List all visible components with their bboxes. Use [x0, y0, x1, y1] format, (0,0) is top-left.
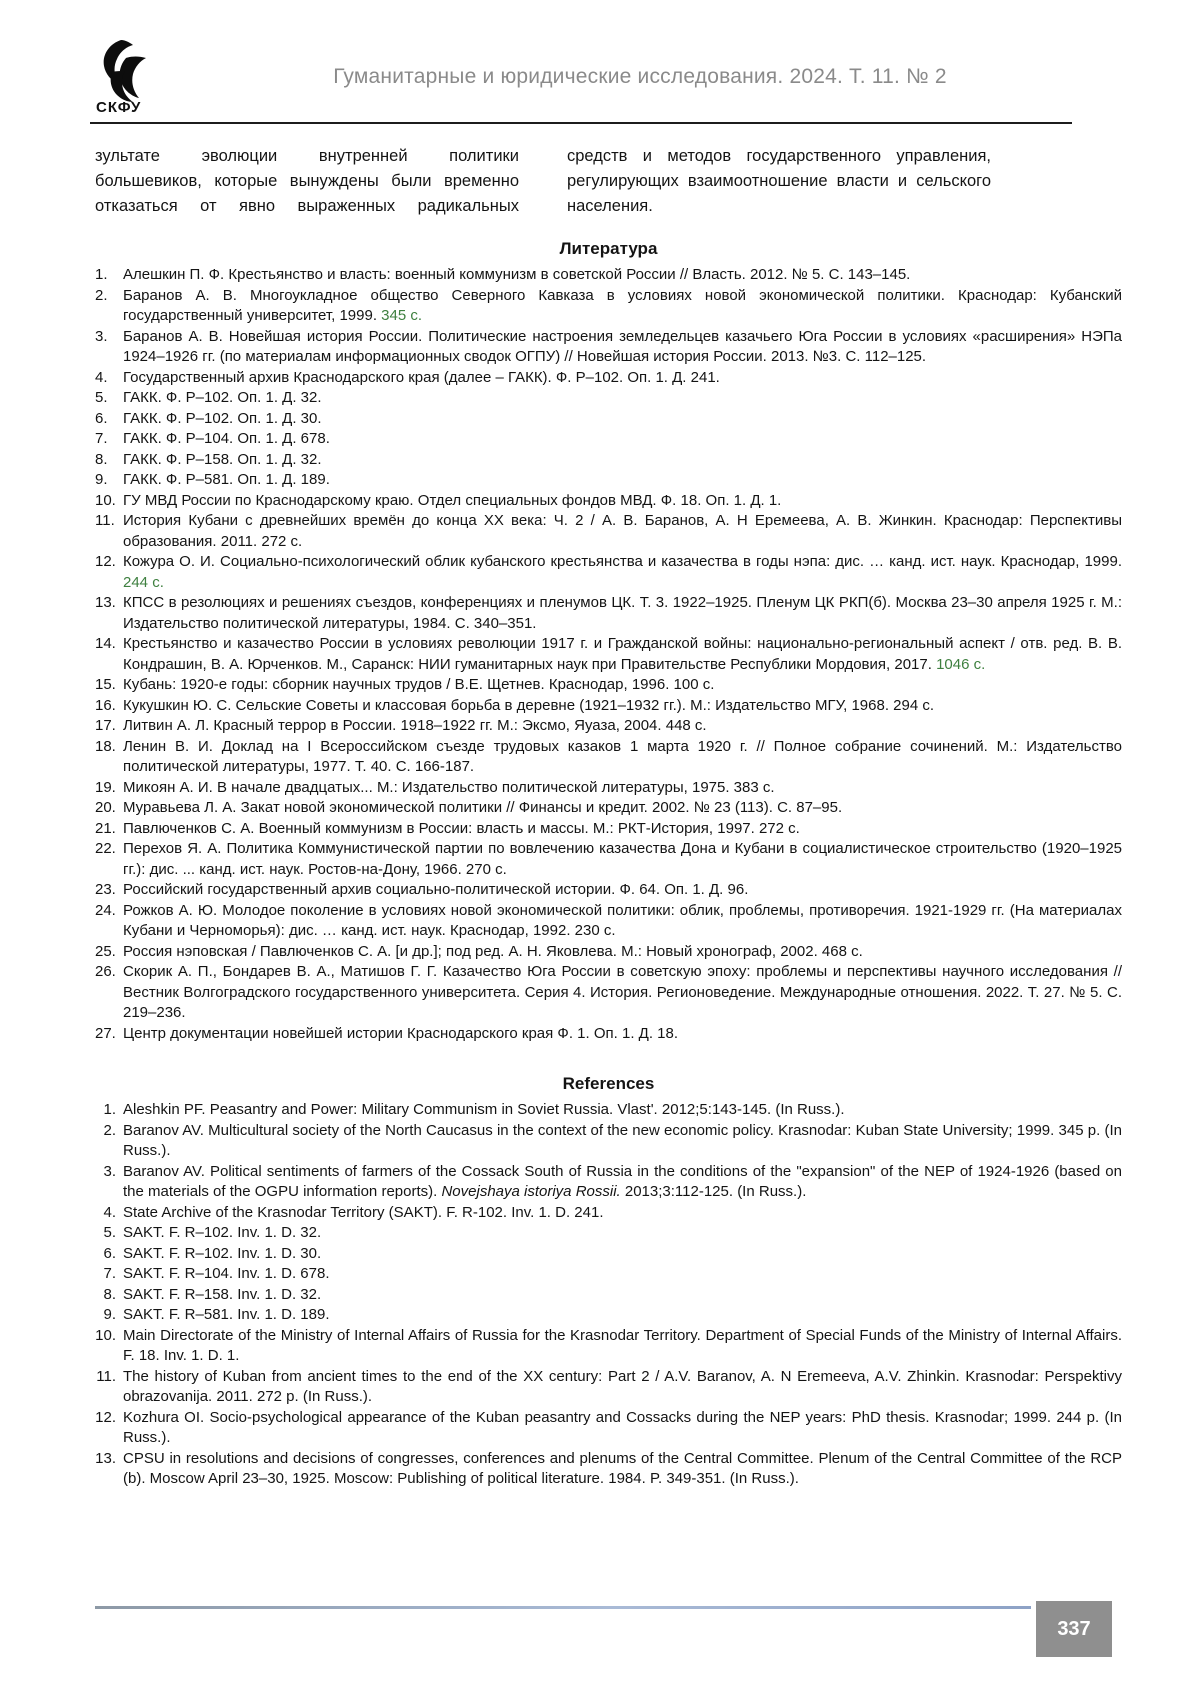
- reference-item: [95, 1264, 1122, 1285]
- item-text: Скорик А. П., Бондарев В. А., Матишов Г. Г. Казачество Юга России в советскую эпоху: проблемы и перспективы научного исследования // Вестник Волгоградского государственного университета. Серия 4. История. Регионоведение. Международные отношения. 2022. Т. 27. № 5. С. 219–236.: [123, 963, 1122, 1021]
- item-text: Кожура О. И. Социально-психологический облик кубанского крестьянства и казачества в годы нэпа: дис. … канд. ист. наук. Краснодар, 1999. 244 с.: [123, 553, 1122, 591]
- reference-item: [95, 1162, 1122, 1203]
- item-text: ГАКК. Ф. Р–102. Оп. 1. Д. 30.: [123, 409, 322, 427]
- item-number: 7.: [103, 1265, 116, 1282]
- reference-item: [95, 819, 1122, 840]
- item-number: 1.: [103, 1101, 116, 1118]
- reference-item: [95, 511, 1122, 552]
- item-number: 21.: [95, 819, 116, 837]
- item-text: ГАКК. Ф. Р–104. Оп. 1. Д. 678.: [123, 430, 330, 447]
- reference-item: [95, 1408, 1122, 1449]
- item-number: 8.: [103, 1285, 116, 1303]
- reference-item: [95, 491, 1122, 512]
- reference-item: [95, 1100, 1122, 1121]
- item-text: Aleshkin PF. Peasantry and Power: Military Communism in Soviet Russia. Vlast'. 2012;5:143-145. (In Russ.).: [123, 1101, 845, 1118]
- intro-text-columns: [95, 144, 991, 219]
- item-text: КПСС в резолюциях и решениях съездов, конференциях и пленумов ЦК. Т. 3. 1922–1925. Пленум ЦК РКП(б). Москва 23–30 апреля 1925 г. М.: Издательство политической литературы, 1984. С. 340–351.: [123, 594, 1122, 632]
- item-text: ГУ МВД России по Краснодарскому краю. Отдел специальных фондов МВД. Ф. 18. Оп. 1. Д. 1.: [123, 491, 782, 509]
- reference-item: [95, 1203, 1122, 1224]
- item-number: 18.: [95, 737, 116, 755]
- reference-item: [95, 1244, 1122, 1265]
- item-text: SAKT. F. R–581. Inv. 1. D. 189.: [123, 1306, 330, 1323]
- item-number: 19.: [95, 778, 116, 796]
- item-text: ГАКК. Ф. Р–581. Оп. 1. Д. 189.: [123, 471, 330, 488]
- item-text: История Кубани с древнейших времён до конца XX века: Ч. 2 / А. В. Баранов, А. Н Еремеева, А. В. Жинкин. Краснодар: Перспективы образования. 2011. 272 с.: [123, 512, 1122, 550]
- reference-item: [95, 1223, 1122, 1244]
- item-number: 12.: [95, 553, 116, 570]
- literature-list: [95, 265, 1122, 1044]
- logo-text: СКФУ: [96, 99, 142, 116]
- item-text: ГАКК. Ф. Р–102. Оп. 1. Д. 32.: [123, 389, 322, 406]
- reference-item: [95, 429, 1122, 450]
- item-number: 7.: [95, 430, 108, 447]
- reference-item: [95, 1305, 1122, 1326]
- footer-rule: [95, 1606, 1031, 1609]
- reference-item: [95, 901, 1122, 942]
- reference-item: [95, 962, 1122, 1024]
- item-number: 4.: [95, 368, 108, 386]
- reference-item: [95, 1024, 1122, 1045]
- item-number: 6.: [103, 1244, 116, 1262]
- item-number: 17.: [95, 717, 116, 734]
- reference-item: [95, 450, 1122, 471]
- reference-item: [95, 286, 1122, 327]
- item-number: 26.: [95, 963, 116, 980]
- page-footer: [95, 1601, 1112, 1657]
- references-heading: References: [562, 1074, 655, 1093]
- reference-item: [95, 880, 1122, 901]
- reference-item: [95, 368, 1122, 389]
- intro-left-column: зультате эволюции внутренней политики большевиков, которые вынуждены были временно отказаться от явно выраженных радикальных: [95, 147, 519, 215]
- item-number: 15.: [95, 676, 116, 693]
- item-number: 12.: [95, 1408, 116, 1426]
- item-text: Центр документации новейшей истории Краснодарского края Ф. 1. Оп. 1. Д. 18.: [123, 1024, 678, 1042]
- reference-item: [95, 737, 1122, 778]
- item-number: 25.: [95, 942, 116, 960]
- reference-item: [95, 696, 1122, 717]
- item-number: 14.: [95, 635, 116, 652]
- reference-item: [95, 265, 1122, 286]
- literature-heading: Литература: [559, 239, 658, 258]
- reference-item: [95, 675, 1122, 696]
- item-text: SAKT. F. R–102. Inv. 1. D. 30.: [123, 1244, 322, 1262]
- item-text: Kozhura OI. Socio-psychological appearance of the Kuban peasantry and Cossacks during the NEP years: PhD thesis. Krasnodar; 1999. 244 p. (In Russ.).: [123, 1408, 1122, 1446]
- reference-item: [95, 778, 1122, 799]
- item-number: 9.: [103, 1306, 116, 1323]
- reference-item: [95, 942, 1122, 963]
- reference-item: [95, 839, 1122, 880]
- item-text: Баранов А. В. Новейшая история России. Политические настроения земледельцев казачьего Юга России в условиях «расширения» НЭПа 1924–1926 гг. (по материалам информационных сводок ОГПУ) // Новейшая история России. 2013. №3. С. 112–125.: [123, 327, 1122, 365]
- item-text: Кукушкин Ю. С. Сельские Советы и классовая борьба в деревне (1921–1932 гг.). М.: Издательство МГУ, 1968. 294 с.: [123, 696, 935, 714]
- reference-item: [95, 1326, 1122, 1367]
- item-number: 27.: [95, 1024, 116, 1042]
- reference-item: [95, 327, 1122, 368]
- item-text: ГАКК. Ф. Р–158. Оп. 1. Д. 32.: [123, 450, 322, 468]
- references-list: [95, 1100, 1122, 1490]
- item-number: 8.: [95, 450, 108, 468]
- reference-item: [95, 470, 1122, 491]
- item-number: 16.: [95, 696, 116, 714]
- item-number: 23.: [95, 881, 116, 898]
- item-number: 11.: [96, 1367, 116, 1385]
- reference-item: [95, 634, 1122, 675]
- item-number: 20.: [95, 799, 116, 816]
- reference-item: [95, 593, 1122, 634]
- reference-item: [95, 1367, 1122, 1408]
- item-text: Рожков А. Ю. Молодое поколение в условиях новой экономической политики: облик, проблемы, противоречия. 1921-1929 гг. (На материалах Кубани и Черноморья): дис. … канд. ист. наук. Краснодар, 1992. 230 с.: [123, 901, 1122, 939]
- item-text: SAKT. F. R–104. Inv. 1. D. 678.: [123, 1265, 330, 1282]
- reference-item: [95, 409, 1122, 430]
- reference-item: [95, 716, 1122, 737]
- item-number: 10.: [95, 1326, 116, 1344]
- reference-item: [95, 388, 1122, 409]
- item-text: SAKT. F. R–102. Inv. 1. D. 32.: [123, 1224, 322, 1241]
- item-text: Main Directorate of the Ministry of Internal Affairs of Russia for the Krasnodar Territory. Department of Special Funds of the Ministry of Internal Affairs. F. 18. Inv. 1. D. 1.: [123, 1326, 1122, 1364]
- item-text: Баранов А. В. Многоукладное общество Северного Кавказа в условиях новой экономической политики. Краснодар: Кубанский государственный университет, 1999. 345 с.: [123, 286, 1122, 324]
- item-text: Алешкин П. Ф. Крестьянство и власть: военный коммунизм в советской России // Власть. 2012. № 5. С. 143–145.: [123, 266, 911, 283]
- item-number: 22.: [95, 840, 116, 857]
- item-text: Ленин В. И. Доклад на I Всероссийском съезде трудовых казаков 1 марта 1920 г. // Полное собрание сочинений. М.: Издательство политической литературы, 1977. Т. 40. С. 166-187.: [123, 737, 1122, 775]
- item-text: SAKT. F. R–158. Inv. 1. D. 32.: [123, 1285, 322, 1303]
- reference-item: [95, 552, 1122, 593]
- item-number: 9.: [95, 471, 108, 488]
- item-text: State Archive of the Krasnodar Territory (SAKT). F. R-102. Inv. 1. D. 241.: [123, 1203, 604, 1221]
- item-number: 11.: [95, 512, 115, 529]
- journal-header: [0, 0, 1200, 124]
- item-number: 5.: [95, 389, 108, 406]
- item-number: 24.: [95, 901, 116, 919]
- item-number: 13.: [95, 1449, 116, 1467]
- item-number: 13.: [95, 594, 116, 611]
- item-text: Крестьянство и казачество России в условиях революции 1917 г. и Гражданской войны: национально-региональный аспект / отв. ред. В. В. Кондрашин, В. А. Юрченков. М., Саранск: НИИ гуманитарных наук при Правительстве Республики Мордовия, 2017. 1046 с.: [123, 635, 1122, 673]
- item-text: Кубань: 1920-е годы: сборник научных трудов / В.Е. Щетнев. Краснодар, 1996. 100 с.: [123, 676, 715, 693]
- item-text: Российский государственный архив социально-политической истории. Ф. 64. Оп. 1. Д. 96.: [123, 881, 749, 898]
- journal-title: Гуманитарные и юридические исследования. 2024. Т. 11. № 2: [333, 65, 947, 88]
- item-text: Россия нэповская / Павлюченков С. А. [и др.]; под ред. А. Н. Яковлева. М.: Новый хронограф, 2002. 468 с.: [123, 942, 863, 960]
- reference-item: [95, 1449, 1122, 1490]
- item-number: 4.: [103, 1203, 116, 1221]
- item-number: 5.: [103, 1224, 116, 1241]
- item-text: Павлюченков С. А. Военный коммунизм в России: власть и массы. М.: РКТ-История, 1997. 272 с.: [123, 819, 800, 837]
- item-text: CPSU in resolutions and decisions of congresses, conferences and plenums of the Central Committee. Plenum of the Central Committee of the RCP (b). Moscow April 23–30, 1925. Moscow: Publishing of political literature. 1984. P. 349-351. (In Russ.).: [123, 1449, 1122, 1487]
- item-number: 2.: [103, 1121, 116, 1139]
- reference-item: [95, 1121, 1122, 1162]
- reference-item: [95, 798, 1122, 819]
- item-number: 2.: [95, 286, 108, 304]
- item-text: Микоян А. И. В начале двадцатых... М.: Издательство политической литературы, 1975. 383 с.: [123, 778, 775, 796]
- header-rule: [90, 122, 1072, 124]
- item-number: 3.: [103, 1162, 116, 1180]
- item-number: 6.: [95, 409, 108, 427]
- item-number: 1.: [95, 266, 108, 283]
- item-text: Baranov AV. Political sentiments of farmers of the Cossack South of Russia in the conditions of the "expansion" of the NEP of 1924-1926 (based on the materials of the OGPU information reports). Novejshaya istoriya Rossii. 2013;3:112-125. (In Russ.).: [123, 1162, 1122, 1200]
- item-text: Литвин А. Л. Красный террор в России. 1918–1922 гг. М.: Эксмо, Яуаза, 2004. 448 с.: [123, 717, 707, 734]
- university-logo: [88, 38, 178, 116]
- item-text: Перехов Я. А. Политика Коммунистической партии по вовлечению казачества Дона и Кубани в социалистическое строительство (1920–1925 гг.): дис. ... канд. ист. наук. Ростов-на-Дону, 1966. 270 с.: [123, 840, 1122, 878]
- item-text: Муравьева Л. А. Закат новой экономической политики // Финансы и кредит. 2002. № 23 (113). С. 87–95.: [123, 799, 843, 816]
- item-number: 10.: [95, 491, 116, 509]
- item-text: Baranov AV. Multicultural society of the North Caucasus in the context of the new economic policy. Krasnodar: Kuban State University; 1999. 345 p. (In Russ.).: [123, 1121, 1122, 1159]
- reference-item: [95, 1285, 1122, 1306]
- intro-right-column: средств и методов государственного управления, регулирующих взаимоотношение власти и сельского населения.: [567, 147, 991, 215]
- page-number-badge: 337: [1036, 1601, 1112, 1657]
- item-number: 3.: [95, 327, 108, 345]
- item-text: Государственный архив Краснодарского края (далее – ГАКК). Ф. Р–102. Оп. 1. Д. 241.: [123, 368, 720, 386]
- item-text: The history of Kuban from ancient times to the end of the XX century: Part 2 / A.V. Baranov, A. N Eremeeva, A.V. Zhinkin. Krasnodar: Perspektivy obrazovanija. 2011. 272 p. (In Russ.).: [123, 1367, 1122, 1405]
